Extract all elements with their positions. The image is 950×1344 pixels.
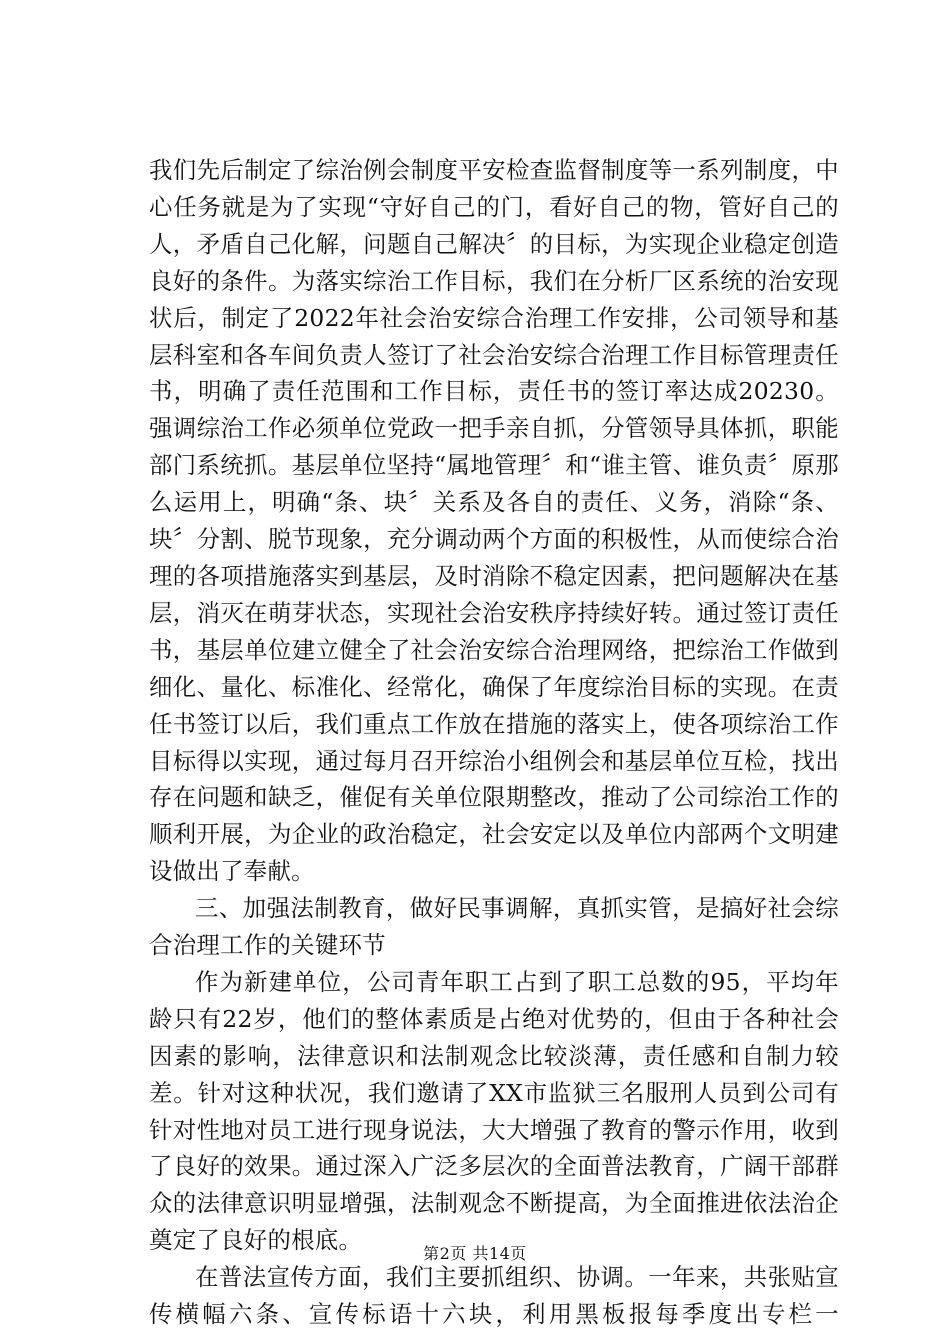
- paragraph-legal-publicity: 在普法宣传方面，我们主要抓组织、协调。一年来，共张贴宣传横幅六条、宣传标语十六块，利用黑板报每季度出专栏一: [149, 1263, 839, 1329]
- paragraph-comprehensive-governance-system: 我们先后制定了综治例会制度平安检查监督制度等一系列制度，中心任务就是为了实现“守好自己的门，看好自己的物，管好自己的人，矛盾自己化解，问题自己解决〞的目标，为实现企业稳定创造良好的条件。为落实综治工作目标，我们在分析厂区系统的治安现状后，制定了2022年社会治安综合治理工作安排，公司领导和基层科室和各车间负责人签订了社会治安综合治理工作目标管理责任书，明确了责任范围和工作目标，责任书的签订率达成20230。强调综治工作必须单位党政一把手亲自抓，分管领导具体抓，职能部门系统抓。基层单位坚持“属地管理〞和“谁主管、谁负责〞原那么运用上，明确“条、块〞关系及各自的责任、义务，消除“条、块〞分割、脱节现象，充分调动两个方面的积极性，从而使综合治理的各项措施落实到基层，及时消除不稳定因素，把问题解决在基层，消灭在萌芽状态，实现社会治安秩序持续好转。通过签订责任书，基层单位建立健全了社会治安综合治理网络，把综治工作做到细化、量化、标准化、经常化，确保了年度综治目标的实现。在责任书签订以后，我们重点工作放在措施的落实上，使各项综治工作目标得以实现，通过每月召开综治小组例会和基层单位互检，找出存在问题和缺乏，催促有关单位限期整改，推动了公司综治工作的顺利开展，为企业的政治稳定，社会安定以及单位内部两个文明建设做出了奉献。: [149, 156, 839, 886]
- page-number-label: 第2页 共14页: [423, 1244, 527, 1263]
- paragraph-legal-education: 作为新建单位，公司青年职工占到了职工总数的95，平均年龄只有22岁，他们的整体素质是占绝对优势的，但由于各种社会因素的影响，法律意识和法制观念比较淡薄，责任感和自制力较差。针对这种状况，我们邀请了XX市监狱三名服刑人员到公司有针对性地对员工进行现身说法，大大增强了教育的警示作用，收到了良好的效果。通过深入广泛多层次的全面普法教育，广阔干部群众的法律意识明显增强，法制观念不断提高，为全面推进依法治企奠定了良好的根底。: [149, 967, 839, 1255]
- page-footer: [0, 1243, 950, 1265]
- document-body: [149, 152, 839, 1333]
- section-heading-legal-education: 三、加强法制教育，做好民事调解，真抓实管，是搞好社会综合治理工作的关键环节: [149, 894, 839, 960]
